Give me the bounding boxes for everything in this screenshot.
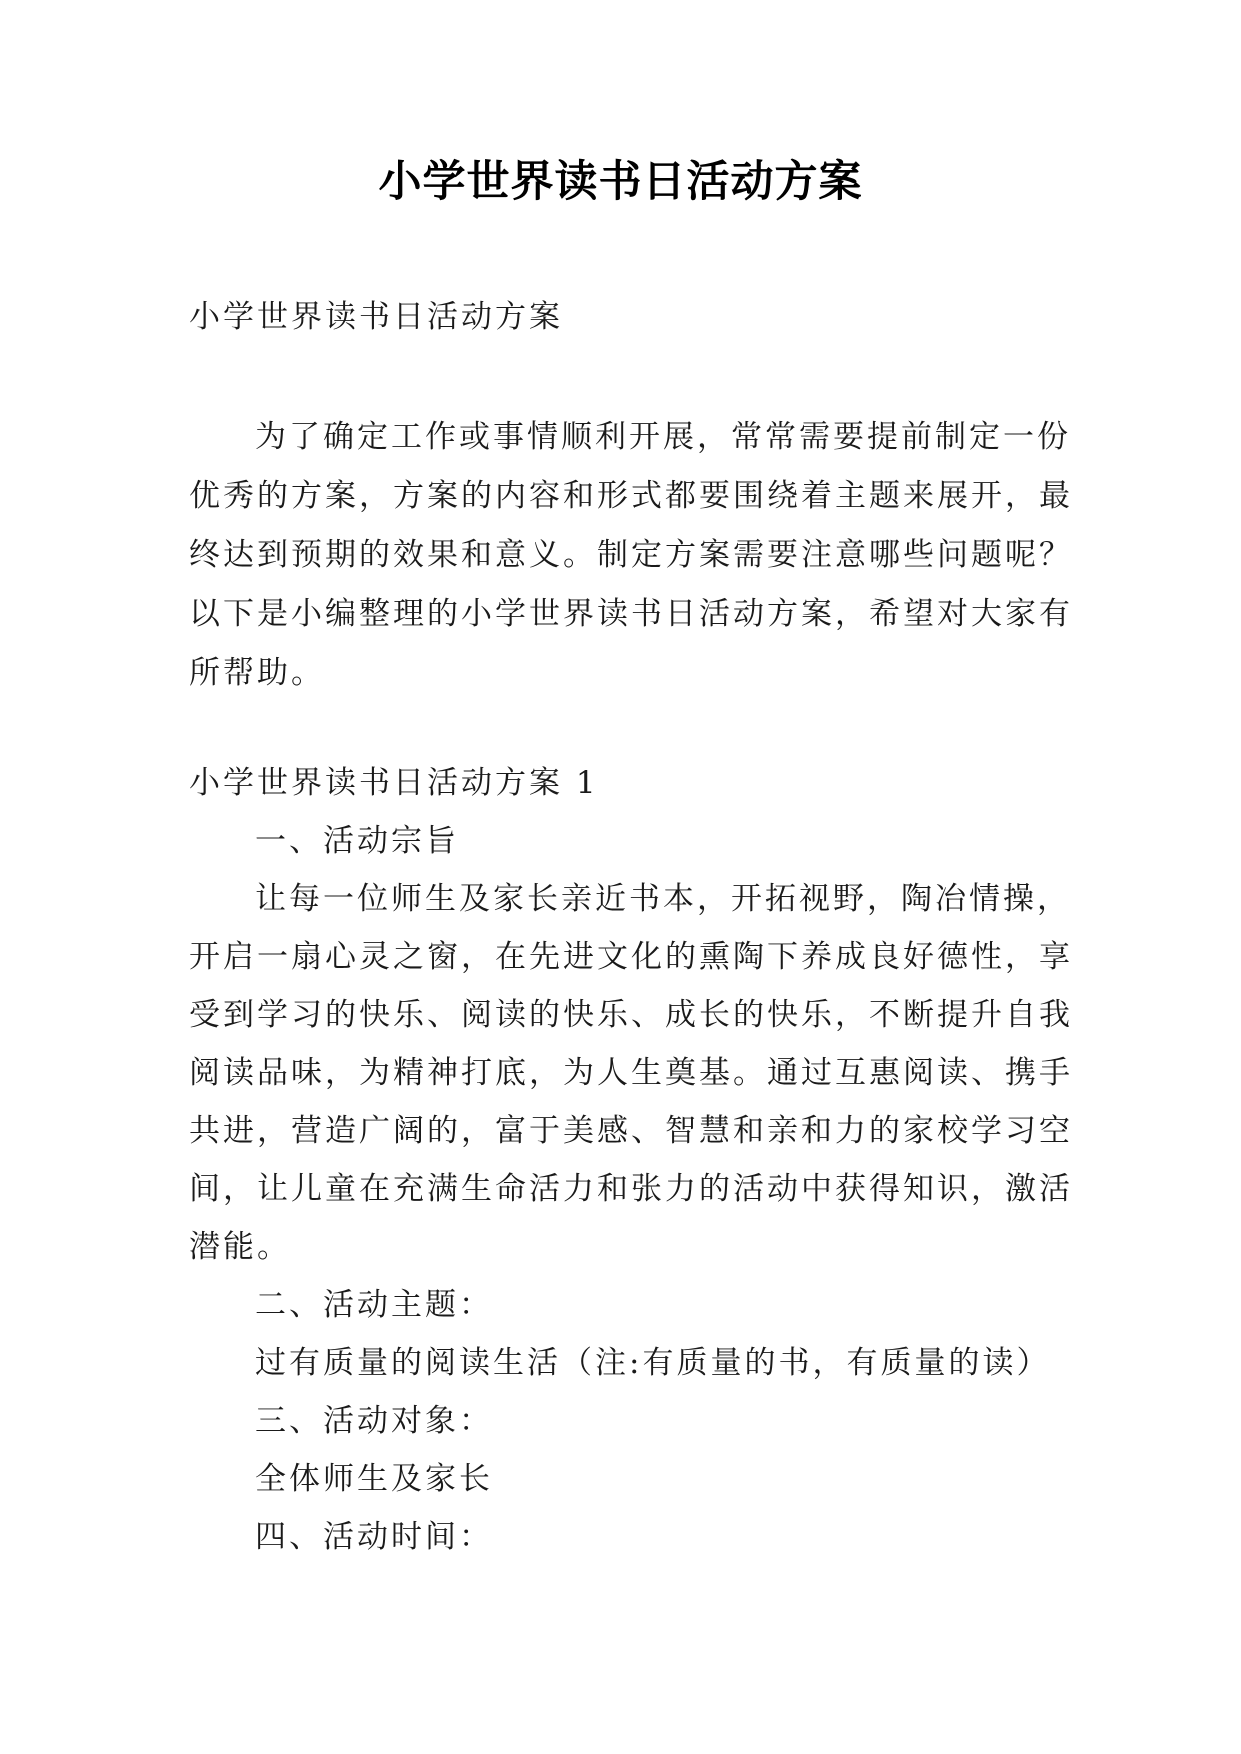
theme-text: 过有质量的阅读生活（注:有质量的书，有质量的读） (255, 1345, 1051, 1381)
theme-heading: 二、活动主题： (255, 1287, 493, 1323)
purpose-paragraph: 让每一位师生及家长亲近书本，开拓视野，陶冶情操，开启一扇心灵之窗，在先进文化的熏陶下养成良好德性，享受到学习的快乐、阅读的快乐、成长的快乐，不断提升自我阅读品味，为精神打底，为人生奠基。通过互惠阅读、携手共进，营造广阔的，富于美感、智慧和亲和力的家校学习空间，让儿童在充满生命活力和张力的活动中获得知识，激活潜能。 (189, 881, 1073, 1265)
document-title: 小学世界读书日活动方案 (378, 157, 863, 207)
plan-section-1 (189, 754, 1079, 1566)
document-subtitle: 小学世界读书日活动方案 (189, 299, 563, 335)
section-heading: 小学世界读书日活动方案 1 (189, 765, 599, 801)
intro-paragraph: 为了确定工作或事情顺利开展，常常需要提前制定一份优秀的方案，方案的内容和形式都要围绕着主题来展开，最终达到预期的效果和意义。制定方案需要注意哪些问题呢？以下是小编整理的小学世界读书日活动方案，希望对大家有所帮助。 (189, 419, 1073, 691)
time-heading: 四、活动时间： (255, 1519, 493, 1555)
target-heading: 三、活动对象： (255, 1403, 493, 1439)
purpose-heading: 一、活动宗旨 (255, 823, 459, 859)
target-text: 全体师生及家长 (255, 1461, 493, 1497)
